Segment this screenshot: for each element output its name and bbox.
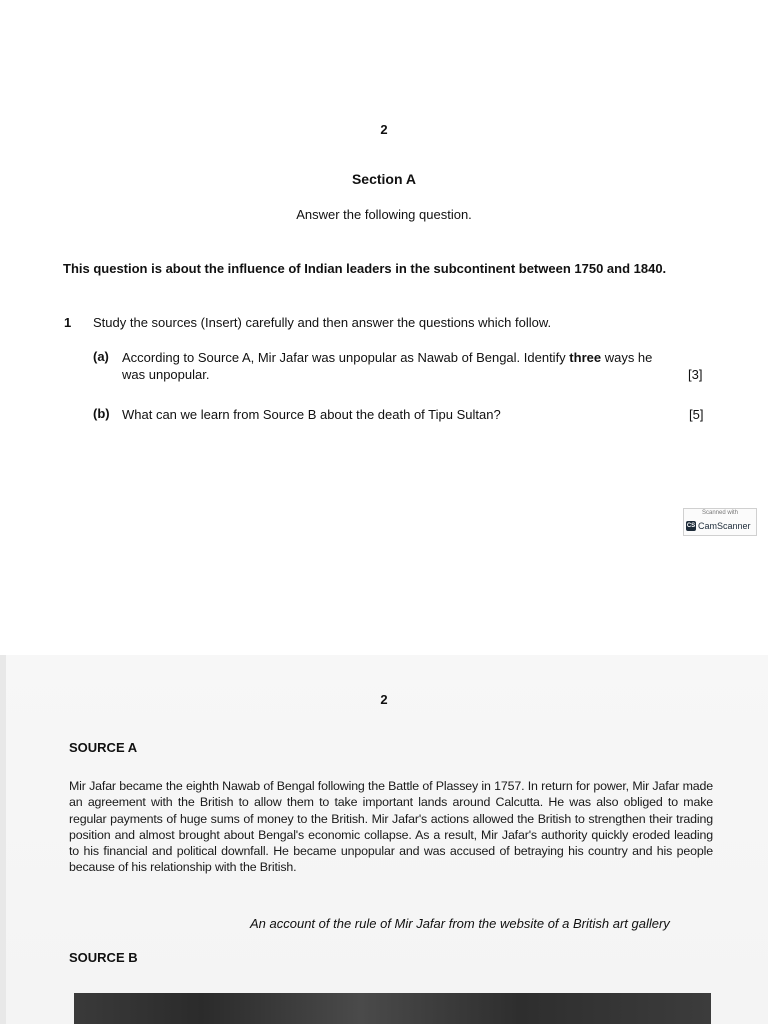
watermark-small-text: Scanned with — [701, 510, 739, 516]
part-a-bold-word: three — [569, 350, 602, 365]
source-a-caption: An account of the rule of Mir Jafar from the website of a British art gallery — [250, 916, 670, 931]
part-a-text-line2: was unpopular. — [122, 367, 210, 382]
page-number: 2 — [380, 122, 388, 137]
part-a-marks: [3] — [688, 367, 703, 382]
part-a-text-end: ways he — [601, 350, 653, 365]
question-number: 1 — [64, 315, 72, 330]
camscanner-watermark — [683, 508, 757, 536]
part-b-text: What can we learn from Source B about the death of Tipu Sultan? — [122, 407, 501, 422]
watermark-name: CamScanner — [698, 521, 751, 531]
question-stem: Study the sources (Insert) carefully and then answer the questions which follow. — [93, 315, 552, 330]
topic-statement: This question is about the influence of Indian leaders in the subcontinent between 1750 and 1840. — [63, 261, 667, 276]
source-b-image — [74, 993, 711, 1024]
source-a-title: SOURCE A — [69, 740, 138, 755]
page-2-number: 2 — [380, 692, 388, 707]
part-b-letter: (b) — [93, 406, 110, 421]
camscanner-logo-icon: CS — [686, 523, 696, 529]
part-a-letter: (a) — [93, 349, 109, 364]
section-title: Section A — [351, 171, 417, 187]
part-b-marks: [5] — [689, 407, 704, 422]
instruction-text: Answer the following question. — [296, 207, 472, 222]
part-a-text — [122, 349, 708, 366]
source-b-title: SOURCE B — [69, 950, 138, 965]
source-a-text: Mir Jafar became the eighth Nawab of Bengal following the Battle of Plassey in 1757. In return for power, Mir Jafar made an agreement with the British to allow them to take important lands around Calcutta. He was also obliged to make regular payments of huge sums of money to the British. Mir Jafar's actions allowed the British to strengthen their trading position and almost brought about Bengal's economic collapse. As a result, Mir Jafar's authority quickly eroded leading to his financial and political downfall. He became unpopular and was accused of betraying his country and his people because of his relationship with the British. — [69, 779, 713, 875]
part-a-text-start: According to Source A, Mir Jafar was unpopular as Nawab of Bengal. Identify — [122, 350, 570, 365]
page-2-edge — [0, 655, 6, 1024]
